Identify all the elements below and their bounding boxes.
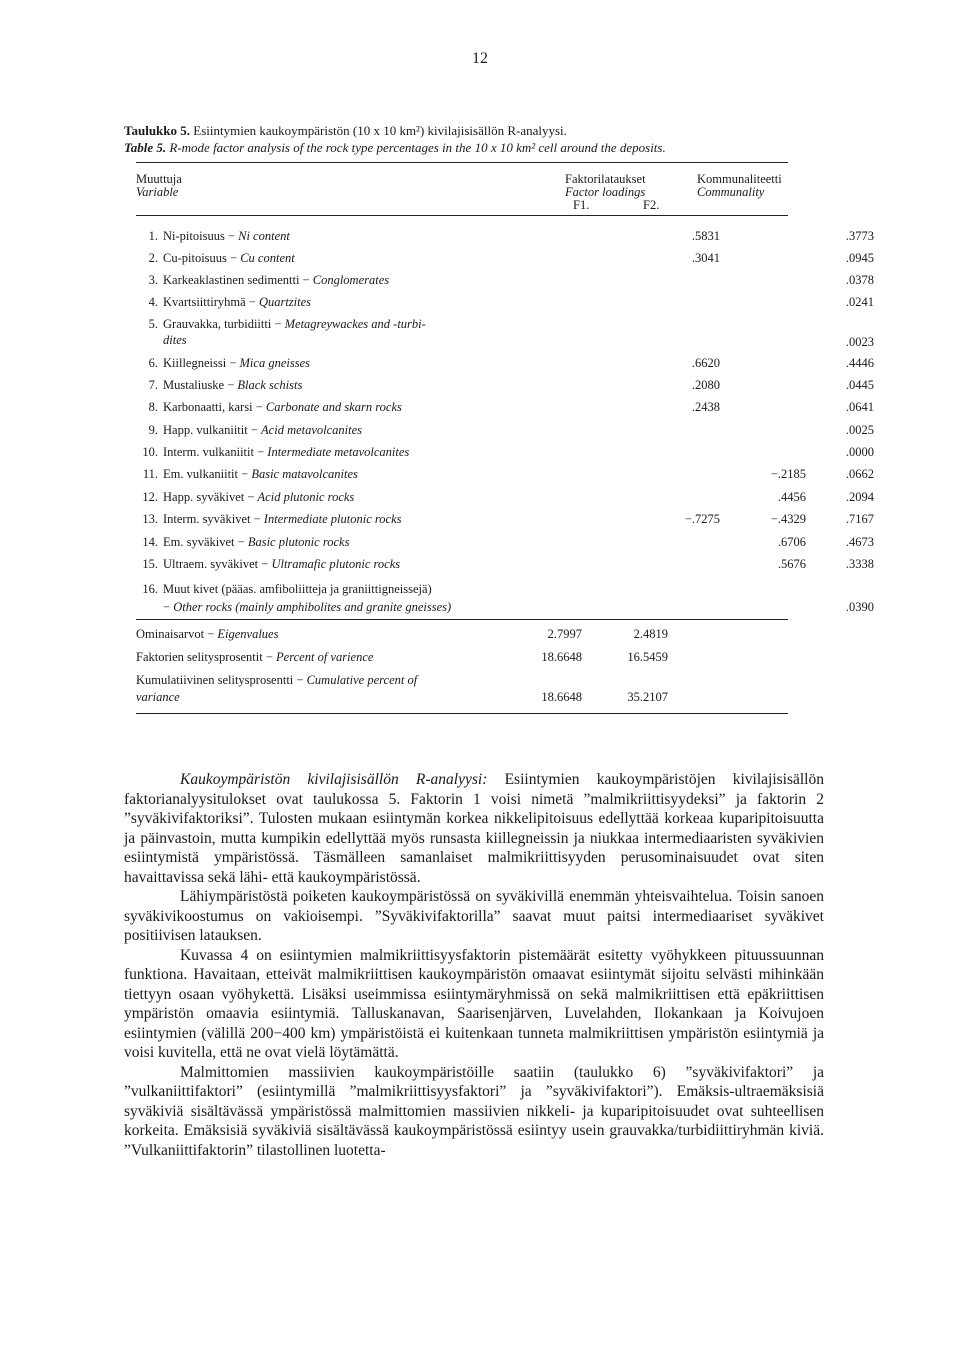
summary-f1: 2.7997: [547, 627, 582, 641]
row-label-en: Other rocks (mainly amphibolites and granite gneisses): [173, 600, 452, 614]
row-label: Ultraem. syväkivet − Ultramafic plutonic rocks: [163, 557, 401, 571]
row-label: Mustaliuske − Black schists: [163, 378, 303, 392]
table-row: [136, 423, 874, 443]
paragraph-1: Kaukoympäristön kivilajisisällön R-analyysi: Esiintymien kaukoympäristöjen kivilajisisällön faktorianalyysitulokset ovat taulukossa 5. Faktorin 1 voisi nimetä ”malmikriittisyydeksi” ja faktorin 2 ”syväkivifaktoriksi”. Tulosten mukaan esiintymän korkea nikkelipitoisuus edellyttää korkeaa kuparipitoisuutta ja päinvastoin, mutta kumpikin edellyttää myös runsasta kiillegneissin ja niukkaa intermediaaristen syväkivien esiintymistä ympäristössä. Täsmälleen samanlaiset malmikriittisyyden perusominaisuudet ovat siten havaittavissa sekä lähi- että kaukoympäristössä.: [124, 771, 824, 886]
summary-label-cont: variance: [136, 690, 180, 704]
header-variable-fi: Muuttuja: [136, 172, 182, 186]
cell-communality: .7167: [845, 512, 874, 526]
row-label: Kiillegneissi − Mica gneisses: [163, 356, 310, 370]
cell-f1: −.7275: [684, 512, 720, 526]
cell-communality: .0025: [845, 423, 874, 437]
summary-label: Faktorien selitysprosentit − Percent of varience: [136, 650, 374, 664]
cell-f2: .5676: [777, 557, 806, 571]
row-number: 13.: [142, 512, 158, 526]
cell-communality: .4446: [845, 356, 874, 370]
row-number: 8.: [148, 400, 158, 414]
row-number: 16.: [142, 582, 158, 596]
cell-communality: .3773: [845, 229, 874, 243]
caption-label-en: Table 5.: [124, 140, 167, 155]
row-label: Karkeaklastinen sedimentti − Conglomerates: [163, 273, 390, 287]
paragraph-2: Lähiympäristöstä poiketen kaukoympäristössä on syväkivillä enemmän yhteisvaihtelua. Toisin sanoen syväkivikoostumus on vakioisempi. ”Syväkivifaktorilla” saavat muut paitsi intermediaariset syväkivet positiivisen latauksen.: [124, 888, 824, 944]
row-number: 12.: [142, 490, 158, 504]
row-number: 9.: [148, 423, 158, 437]
row-label-en: Metagreywackes and -turbi-: [284, 317, 426, 331]
cell-communality: .0023: [845, 335, 874, 349]
row-number: 2.: [148, 251, 158, 265]
row-label-en: Intermediate plutonic rocks: [263, 512, 402, 526]
row-label-en: Mica gneisses: [239, 356, 310, 370]
paragraph-heading: Kaukoympäristön kivilajisisällön R-analyysi:: [180, 771, 488, 788]
table-row: [136, 490, 874, 510]
summary-row: [136, 650, 776, 670]
row-number: 4.: [148, 295, 158, 309]
row-label: Cu-pitoisuus − Cu content: [163, 251, 295, 265]
row-label: Grauvakka, turbidiitti − Metagreywackes and -turbi-: [163, 317, 426, 331]
table-row: [136, 582, 874, 620]
row-label-en: Basic matavolcanites: [251, 467, 358, 481]
table-row: [136, 535, 874, 555]
row-number: 7.: [148, 378, 158, 392]
row-label: Ni-pitoisuus − Ni content: [163, 229, 290, 243]
cell-communality: .3338: [845, 557, 874, 571]
row-label-en: Ni content: [238, 229, 290, 243]
caption-text-fi: Esiintymien kaukoympäristön (10 x 10 km²) kivilajisisällön R-analyysi.: [193, 123, 567, 138]
cell-communality: .2094: [845, 490, 874, 504]
table-row: [136, 557, 874, 577]
paragraph-4: Malmittomien massiivien kaukoympäristöille saatiin (taulukko 6) ”syväkivifaktori” ja ”vulkaniittifaktori” (esiintymillä ”malmikriittisyysfaktori” ja ”syväkivifaktori”). Emäksis-ultraemäksisiä syväkiviä sisältävässä ympäristössä malmittomien massiivien nikkeli- ja kuparipitoisuudet ovat suhteellisen korkeita. Emäksisiä syväkiviä sisältävässä kaukoympäristössä esiintyy usein grauvakka/turbidiittiryhmän kiviä. ”Vulkaniittifaktorin” tilastollinen luotetta-: [124, 1063, 824, 1159]
row-label-en: Intermediate metavolcanites: [267, 445, 410, 459]
table-row: [136, 467, 874, 487]
table-row: [136, 378, 874, 398]
row-label: Em. syväkivet − Basic plutonic rocks: [163, 535, 350, 549]
summary-label: Kumulatiivinen selitysprosentti − Cumulative percent of: [136, 673, 418, 687]
row-number: 6.: [148, 356, 158, 370]
row-label: Interm. syväkivet − Intermediate plutonic rocks: [163, 512, 402, 526]
row-label-en: Conglomerates: [312, 273, 390, 287]
table-row: [136, 512, 874, 532]
table-top-rule: [136, 162, 788, 163]
summary-f2: 16.5459: [627, 650, 668, 664]
cell-f2: −.4329: [770, 512, 806, 526]
row-number: 1.: [148, 229, 158, 243]
summary-f2: 35.2107: [627, 690, 668, 704]
summary-f2: 2.4819: [633, 627, 668, 641]
summary-row: [136, 627, 776, 647]
row-number: 3.: [148, 273, 158, 287]
row-number: 15.: [142, 557, 158, 571]
header-communality-en: Communality: [697, 185, 765, 199]
cell-f1: .6620: [691, 356, 720, 370]
cell-f2: .6706: [777, 535, 806, 549]
row-label-en: Black schists: [237, 378, 303, 392]
cell-f1: .3041: [691, 251, 720, 265]
table-row: [136, 251, 874, 271]
table-row: [136, 295, 874, 315]
page-number: 12: [472, 50, 488, 67]
table-row: [136, 317, 874, 355]
cell-communality: .0945: [845, 251, 874, 265]
cell-communality: .4673: [845, 535, 874, 549]
row-number: 11.: [142, 467, 158, 481]
cell-communality: .0378: [845, 273, 874, 287]
cell-communality: .0000: [845, 445, 874, 459]
header-f1: F1.: [573, 198, 590, 212]
table-header-rule: [136, 215, 788, 216]
caption-text-en: R-mode factor analysis of the rock type percentages in the 10 x 10 km² cell around the deposits.: [169, 140, 666, 155]
header-communality-fi: Kommunaliteetti: [697, 172, 782, 186]
row-label-en: Quartzites: [258, 295, 312, 309]
header-variable-en: Variable: [136, 185, 179, 199]
table-row: [136, 273, 874, 293]
cell-f1: .2438: [691, 400, 720, 414]
caption-finnish: [124, 123, 567, 139]
row-label: Em. vulkaniitit − Basic matavolcanites: [163, 467, 358, 481]
row-label-en: Ultramafic plutonic rocks: [271, 557, 401, 571]
table-mid-rule: [136, 619, 788, 620]
row-label-en: Acid metavolcanites: [261, 423, 363, 437]
row-label-en: Basic plutonic rocks: [247, 535, 350, 549]
table-row: [136, 445, 874, 465]
row-label-en: Carbonate and skarn rocks: [265, 400, 402, 414]
body-text: [124, 770, 824, 1160]
row-label: Happ. syväkivet − Acid plutonic rocks: [163, 490, 355, 504]
summary-f1: 18.6648: [541, 650, 582, 664]
table-row: [136, 400, 874, 420]
summary-row: [136, 673, 776, 709]
row-number: 10.: [142, 445, 158, 459]
cell-f1: .5831: [691, 229, 720, 243]
summary-f1: 18.6648: [541, 690, 582, 704]
cell-communality: .0641: [845, 400, 874, 414]
cell-f2: .4456: [777, 490, 806, 504]
header-loadings-en: Factor loadings: [565, 185, 646, 199]
header-loadings-fi: Faktorilataukset: [565, 172, 646, 186]
row-label-en: Acid plutonic rocks: [257, 490, 355, 504]
cell-communality: .0662: [845, 467, 874, 481]
paragraph-3: Kuvassa 4 on esiintymien malmikriittisyysfaktorin pistemäärät esitetty vyöhykkeen pituussuunnan funktiona. Havaitaan, etteivät malmikriittisen kaukoympäristön omaavat esiintymät sijoitu selvästi mihinkään tiettyyn osaan vyöhykettä. Lisäksi useimmissa esiintymäryhmissä on sekä malmikriittisen että epäkriittisen ympäristön omaavia esiintymiä. Talluskanavan, Saarisenjärven, Luvelahden, Ilokankaan ja Koivujoen esiintymien (välillä 200−400 km) ympäristöistä ei kuitenkaan tunneta malmikriittisen ympäristön esiintymiä ja voisi kuvitella, että ne ovat vielä löytämättä.: [124, 946, 824, 1061]
row-label-en: Cu content: [240, 251, 295, 265]
table-row: [136, 356, 874, 376]
cell-f1: .2080: [691, 378, 720, 392]
row-label-en-cont: dites: [163, 333, 187, 347]
caption-label-fi: Taulukko 5.: [124, 123, 191, 138]
row-label-en-line: − Other rocks (mainly amphibolites and granite gneisses): [163, 600, 452, 614]
table-row: [136, 229, 874, 249]
cell-f2: −.2185: [770, 467, 806, 481]
row-label-fi: Muut kivet (pääas. amfiboliitteja ja graniittigneissejä): [163, 582, 432, 596]
summary-label: Ominaisarvot − Eigenvalues: [136, 627, 279, 641]
row-number: 5.: [148, 317, 158, 331]
cell-communality: .0241: [845, 295, 874, 309]
row-number: 14.: [142, 535, 158, 549]
cell-communality: .0445: [845, 378, 874, 392]
row-label: Karbonaatti, karsi − Carbonate and skarn rocks: [163, 400, 402, 414]
header-f2: F2.: [643, 198, 660, 212]
row-label: Happ. vulkaniitit − Acid metavolcanites: [163, 423, 363, 437]
cell-communality: .0390: [845, 600, 874, 614]
table-bottom-rule: [136, 713, 788, 714]
caption-english: [124, 140, 666, 156]
row-label: Interm. vulkaniitit − Intermediate metavolcanites: [163, 445, 410, 459]
row-label: Kvartsiittiryhmä − Quartzites: [163, 295, 312, 309]
